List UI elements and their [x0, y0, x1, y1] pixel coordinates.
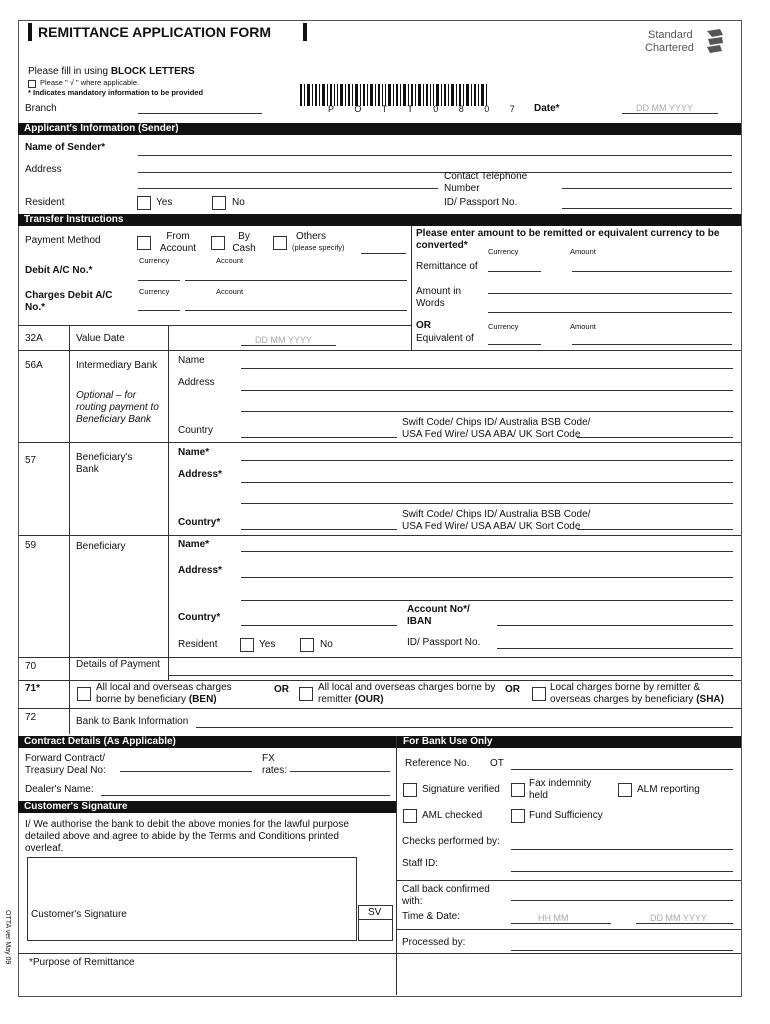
charges-sha-checkbox[interactable]: [532, 687, 546, 701]
details-of-payment-label: Details of Payment: [76, 659, 160, 670]
row-70-code: 70: [25, 661, 37, 672]
beneficiary-address-field-1[interactable]: [241, 577, 733, 578]
callback-top-line: [397, 880, 741, 881]
date-label: Date*: [534, 103, 560, 114]
sender-name-label: Name of Sender*: [25, 142, 106, 153]
transfer-section-header: Transfer Instructions: [18, 214, 741, 226]
charges-currency-field[interactable]: [138, 310, 180, 311]
intermediary-optional-note: Optional – for routing payment to Beneficiary Bank: [76, 390, 159, 425]
others-note: (please specify): [292, 243, 345, 252]
row-32a-code: 32A: [25, 333, 43, 344]
bene-bank-address-field-2[interactable]: [241, 503, 733, 504]
row-59-top: [18, 535, 741, 536]
amount-in-words-field-1[interactable]: [488, 293, 732, 294]
beneficiary-address-label: Address*: [178, 565, 222, 576]
date-field[interactable]: [622, 113, 718, 114]
dealer-name-label: Dealer's Name:: [25, 784, 94, 795]
debit-account-label: Account: [216, 256, 244, 265]
address-field-1[interactable]: [138, 172, 732, 173]
intermediary-swift-label: Swift Code/ Chips ID/ Australia BSB Code/ USA Fed Wire/ USA ABA/ UK Sort Code: [402, 417, 591, 440]
address-field-2[interactable]: [138, 188, 438, 189]
intermediary-swift-field[interactable]: [577, 437, 733, 438]
authorisation-text: I/ We authorise the bank to debit the above monies for the lawful purpose detailed above and agree to abide by the Terms and Conditions printed overleaf.: [25, 819, 349, 854]
charges-or-1: OR: [274, 684, 289, 695]
date-placeholder: DD MM YYYY: [636, 103, 693, 113]
reference-no-label: Reference No.: [405, 758, 470, 769]
brand-name-line1: Standard: [648, 29, 693, 41]
by-cash-label: By Cash: [232, 231, 256, 254]
bank-to-bank-label: Bank to Bank Information: [76, 716, 189, 727]
charges-or-2: OR: [505, 684, 520, 695]
by-cash-checkbox[interactable]: [211, 236, 225, 250]
others-checkbox[interactable]: [273, 236, 287, 250]
callback-date-placeholder: DD MM YYYY: [650, 913, 707, 923]
sv-box-divider: [358, 919, 392, 920]
beneficiary-address-field-2[interactable]: [241, 600, 733, 601]
bank-use-bottom-line: [397, 953, 741, 954]
time-date-label: Time & Date:: [402, 911, 460, 922]
time-field[interactable]: [511, 923, 611, 924]
barcode-text: P O T T 0 8 0 7: [328, 104, 524, 114]
amount-note: Please enter amount to be remitted or equivalent currency to be converted*: [416, 228, 720, 251]
account-no-label: Account No*/ IBAN: [407, 604, 470, 627]
resident-label: Resident: [25, 197, 65, 208]
fund-sufficiency-label: Fund Sufficiency: [529, 810, 603, 821]
row-56a-top: [18, 350, 741, 351]
charges-sha-label: Local charges borne by remitter & overseas charges by beneficiary (SHA): [550, 682, 724, 705]
intermediary-name-label: Name: [178, 355, 205, 366]
processed-top-line: [397, 929, 741, 930]
charges-currency-label: Currency: [139, 287, 170, 296]
beneficiary-resident-label: Resident: [178, 639, 218, 650]
row-71-code: 71*: [25, 683, 41, 694]
beneficiary-country-label: Country*: [178, 612, 221, 623]
ot-label: OT: [490, 758, 504, 769]
beneficiary-resident-no-checkbox[interactable]: [300, 638, 314, 652]
sender-name-field[interactable]: [138, 155, 732, 156]
purpose-of-remittance-label: *Purpose of Remittance: [29, 957, 135, 968]
row-71-top: [18, 680, 741, 681]
signature-verified-checkbox[interactable]: [403, 783, 417, 797]
account-no-field[interactable]: [497, 625, 733, 626]
intermediary-bank-label: Intermediary Bank: [76, 360, 158, 371]
resident-no-checkbox[interactable]: [212, 196, 226, 210]
resident-no-label: No: [232, 197, 245, 208]
beneficiary-country-field[interactable]: [241, 625, 397, 626]
applicant-section-header: Applicant's Information (Sender): [18, 123, 741, 135]
intermediary-country-field[interactable]: [241, 437, 397, 438]
signature-section-header: Customer's Signature: [18, 801, 396, 813]
details-of-payment-field[interactable]: [168, 675, 733, 676]
instruction-line2: Please " √ " where applicable.: [40, 78, 140, 87]
or-label: OR: [416, 320, 431, 331]
beneficiary-name-label: Name*: [178, 539, 210, 550]
title-bar-left: [28, 23, 32, 41]
intermediary-address-label: Address: [178, 377, 215, 388]
intermediary-address-field-2[interactable]: [241, 411, 733, 412]
charges-account-label: Account: [216, 287, 244, 296]
aml-checked-label: AML checked: [422, 810, 483, 821]
branch-field[interactable]: [138, 113, 262, 114]
debit-ac-label: Debit A/C No.*: [25, 265, 93, 276]
fx-rates-label: FX rates:: [262, 753, 288, 776]
fund-sufficiency-checkbox[interactable]: [511, 809, 525, 823]
fax-indemnity-label: Fax indemnity held: [529, 778, 592, 801]
brand-name-line2: Chartered: [645, 42, 694, 54]
beneficiary-resident-yes-checkbox[interactable]: [240, 638, 254, 652]
debit-currency-field[interactable]: [138, 280, 180, 281]
checks-performed-label: Checks performed by:: [402, 836, 500, 847]
charges-ben-checkbox[interactable]: [77, 687, 91, 701]
resident-yes-label: Yes: [156, 197, 173, 208]
dealer-name-field[interactable]: [101, 795, 390, 796]
time-placeholder: HH MM: [538, 913, 569, 923]
remittance-of-label: Remittance of: [416, 261, 478, 272]
value-date-field[interactable]: [241, 345, 336, 346]
payment-method-label: Payment Method: [25, 235, 101, 246]
bene-bank-country-label: Country*: [178, 517, 221, 528]
equiv-currency-field[interactable]: [488, 344, 541, 345]
amount-in-words-label: Amount in Words: [416, 286, 462, 309]
processed-by-label: Processed by:: [402, 937, 466, 948]
beneficiary-label: Beneficiary: [76, 541, 126, 552]
charges-ben-label: All local and overseas charges borne by beneficiary (BEN): [96, 682, 232, 705]
beneficiary-id-field[interactable]: [497, 648, 733, 649]
row-59-code: 59: [25, 540, 37, 551]
id-passport-label: ID/ Passport No.: [444, 197, 518, 208]
equiv-amount-field[interactable]: [572, 344, 732, 345]
purpose-top-line: [18, 953, 396, 954]
code-column-divider: [69, 325, 70, 734]
value-date-placeholder: DD MM YYYY: [255, 335, 312, 345]
charges-account-field[interactable]: [185, 310, 407, 311]
bank-to-bank-field[interactable]: [196, 727, 733, 728]
forward-contract-field[interactable]: [120, 771, 252, 772]
staff-id-field[interactable]: [511, 871, 733, 872]
beneficiary-bank-label: Beneficiary's Bank: [76, 452, 133, 475]
from-account-checkbox[interactable]: [137, 236, 151, 250]
remit-amount-label: Amount: [570, 247, 596, 256]
bene-bank-name-label: Name*: [178, 447, 210, 458]
equiv-amount-label: Amount: [570, 322, 596, 331]
bene-bank-swift-field[interactable]: [577, 529, 733, 530]
form-title: REMITTANCE APPLICATION FORM: [38, 24, 272, 40]
row-72-code: 72: [25, 712, 37, 723]
signature-verified-label: Signature verified: [422, 784, 500, 795]
from-account-label: From Account: [159, 231, 197, 254]
callback-date-field[interactable]: [636, 923, 733, 924]
branch-label: Branch: [25, 103, 57, 114]
amount-in-words-field-2[interactable]: [488, 312, 732, 313]
debit-account-field[interactable]: [185, 280, 407, 281]
intermediary-name-field[interactable]: [241, 368, 733, 369]
row-70-top: [18, 657, 741, 658]
charges-debit-label: Charges Debit A/C No.*: [25, 290, 113, 313]
row-32a-top: [18, 325, 411, 326]
fx-rates-field[interactable]: [290, 771, 390, 772]
side-version-text: OTTA ver May 09: [4, 910, 11, 965]
address-label: Address: [25, 164, 62, 175]
row-57-top: [18, 442, 741, 443]
contract-section-header: Contract Details (As Applicable): [18, 736, 396, 748]
contact-telephone-field[interactable]: [562, 188, 732, 189]
beneficiary-resident-yes-label: Yes: [259, 639, 276, 650]
bene-bank-swift-label: Swift Code/ Chips ID/ Australia BSB Code/ USA Fed Wire/ USA ABA/ UK Sort Code: [402, 509, 591, 532]
remit-amount-field[interactable]: [572, 271, 732, 272]
brand-logo-icon: [704, 27, 726, 55]
beneficiary-id-label: ID/ Passport No.: [407, 637, 481, 648]
checks-performed-field[interactable]: [511, 849, 733, 850]
fax-indemnity-checkbox[interactable]: [511, 783, 525, 797]
instruction-line3: * Indicates mandatory information to be provided: [28, 88, 204, 97]
transfer-divider: [411, 226, 412, 350]
charges-our-checkbox[interactable]: [299, 687, 313, 701]
contact-telephone-label: Contact Telephone Number: [444, 171, 528, 194]
debit-currency-label: Currency: [139, 256, 170, 265]
row-57-code: 57: [25, 455, 37, 466]
callback-field[interactable]: [511, 900, 733, 901]
bank-use-header: For Bank Use Only: [397, 736, 741, 748]
bank-use-divider: [396, 736, 397, 995]
customer-signature-box[interactable]: [27, 857, 357, 941]
bene-bank-address-label: Address*: [178, 469, 222, 480]
beneficiary-resident-no-label: No: [320, 639, 333, 650]
value-date-label: Value Date: [76, 333, 125, 344]
bene-bank-country-field[interactable]: [241, 529, 397, 530]
row-56a-code: 56A: [25, 360, 43, 371]
remit-currency-field[interactable]: [488, 271, 541, 272]
label-column-divider: [168, 325, 169, 680]
aml-checked-checkbox[interactable]: [403, 809, 417, 823]
row-72-top: [18, 708, 741, 709]
staff-id-label: Staff ID:: [402, 858, 438, 869]
beneficiary-name-field[interactable]: [241, 551, 733, 552]
equivalent-of-label: Equivalent of: [416, 333, 474, 344]
forward-contract-label: Forward Contract/ Treasury Deal No:: [25, 753, 106, 776]
others-specify-field[interactable]: [361, 253, 406, 254]
alm-reporting-checkbox[interactable]: [618, 783, 632, 797]
customer-signature-label: Customer's Signature: [31, 909, 127, 920]
checkbox-sample-icon: [28, 80, 36, 88]
others-label: Others: [296, 231, 327, 242]
charges-our-label: All local and overseas charges borne by remitter (OUR): [318, 682, 496, 705]
processed-by-field[interactable]: [511, 950, 733, 951]
reference-no-field[interactable]: [511, 769, 733, 770]
id-passport-field[interactable]: [562, 208, 732, 209]
bene-bank-name-field[interactable]: [241, 460, 733, 461]
title-bar-right: [303, 23, 307, 41]
intermediary-address-field-1[interactable]: [241, 390, 733, 391]
sv-label: SV: [368, 907, 382, 918]
resident-yes-checkbox[interactable]: [137, 196, 151, 210]
alm-reporting-label: ALM reporting: [637, 784, 700, 795]
equiv-currency-label: Currency: [488, 322, 519, 331]
callback-label: Call back confirmed with:: [402, 884, 490, 907]
intermediary-country-label: Country: [178, 425, 214, 436]
remit-currency-label: Currency: [488, 247, 519, 256]
instruction-line1: Please fill in using BLOCK LETTERS: [28, 66, 195, 77]
bene-bank-address-field-1[interactable]: [241, 482, 733, 483]
